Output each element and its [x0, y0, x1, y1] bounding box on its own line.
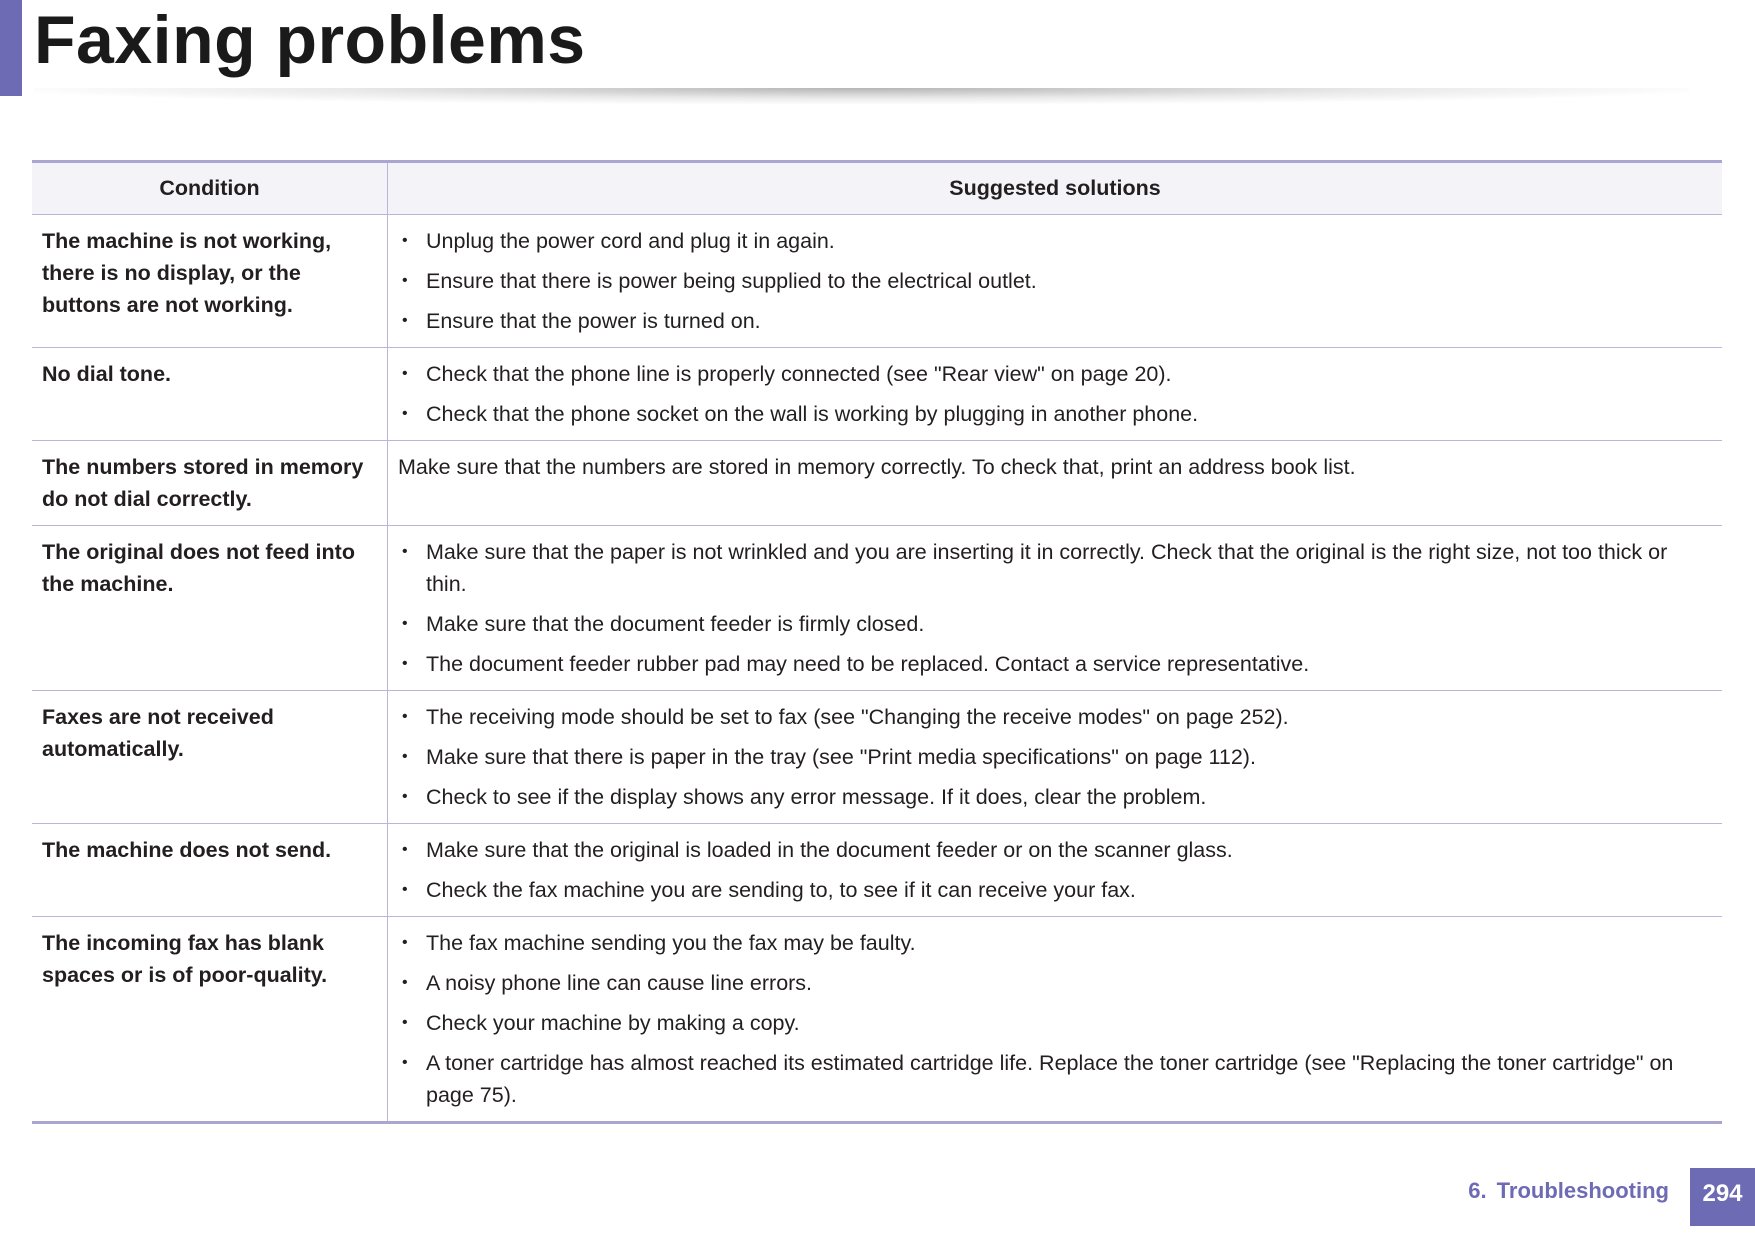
- title-divider: [34, 88, 1689, 104]
- solution-item: • Ensure that the power is turned on.: [398, 305, 1712, 337]
- table-row: [32, 824, 1722, 917]
- troubleshooting-table-container: [32, 160, 1722, 1124]
- table-row: [32, 441, 1722, 526]
- condition-cell: The machine is not working, there is no display, or the buttons are not working.: [32, 215, 388, 348]
- solution-item: • The fax machine sending you the fax may be faulty.: [398, 927, 1712, 959]
- solutions-list: [398, 358, 1712, 430]
- condition-cell: The machine does not send.: [32, 824, 388, 917]
- condition-cell: The incoming fax has blank spaces or is of poor-quality.: [32, 917, 388, 1123]
- solution-item: • Check that the phone line is properly connected (see "Rear view" on page 20).: [398, 358, 1712, 390]
- table-row: [32, 215, 1722, 348]
- solutions-list: [398, 927, 1712, 1111]
- table-row: [32, 526, 1722, 691]
- solutions-cell: [388, 526, 1723, 691]
- condition-cell: The original does not feed into the machine.: [32, 526, 388, 691]
- footer-chapter-label: 6. Troubleshooting: [1468, 1178, 1669, 1203]
- solution-item: • Ensure that there is power being supplied to the electrical outlet.: [398, 265, 1712, 297]
- condition-cell: No dial tone.: [32, 348, 388, 441]
- solution-text: Make sure that the numbers are stored in memory correctly. To check that, print an address book list.: [398, 455, 1356, 479]
- solutions-cell: [388, 348, 1723, 441]
- page-number-badge: 294: [1690, 1168, 1755, 1226]
- condition-column-header: Condition: [32, 162, 388, 215]
- table-row: [32, 348, 1722, 441]
- troubleshooting-table: [32, 160, 1722, 1124]
- solutions-list: [398, 225, 1712, 337]
- solutions-list: [398, 701, 1712, 813]
- solution-item: • A toner cartridge has almost reached its estimated cartridge life. Replace the toner cartridge (see "Replacing the toner cartridge" on page 75).: [398, 1047, 1712, 1111]
- solutions-cell: [388, 215, 1723, 348]
- solution-item: • Check to see if the display shows any error message. If it does, clear the problem.: [398, 781, 1712, 813]
- table-header-row: [32, 162, 1722, 215]
- solution-item: • Make sure that the original is loaded in the document feeder or on the scanner glass.: [398, 834, 1712, 866]
- solution-item: • A noisy phone line can cause line errors.: [398, 967, 1712, 999]
- solution-item: • Check the fax machine you are sending to, to see if it can receive your fax.: [398, 874, 1712, 906]
- solutions-cell: [388, 691, 1723, 824]
- solutions-list: [398, 834, 1712, 906]
- solution-item: • Make sure that the document feeder is firmly closed.: [398, 608, 1712, 640]
- solutions-cell: [388, 441, 1723, 526]
- solutions-cell: [388, 917, 1723, 1123]
- table-row: [32, 917, 1722, 1123]
- condition-cell: The numbers stored in memory do not dial correctly.: [32, 441, 388, 526]
- solution-item: • Check that the phone socket on the wall is working by plugging in another phone.: [398, 398, 1712, 430]
- condition-cell: Faxes are not received automatically.: [32, 691, 388, 824]
- solution-item: • Check your machine by making a copy.: [398, 1007, 1712, 1039]
- solution-item: • The document feeder rubber pad may need to be replaced. Contact a service representative.: [398, 648, 1712, 680]
- table-row: [32, 691, 1722, 824]
- solution-item: • Unplug the power cord and plug it in again.: [398, 225, 1712, 257]
- solution-item: • The receiving mode should be set to fax (see "Changing the receive modes" on page 252).: [398, 701, 1712, 733]
- solutions-list: [398, 536, 1712, 680]
- title-accent-bar: [0, 0, 22, 96]
- solution-item: • Make sure that there is paper in the tray (see "Print media specifications" on page 112).: [398, 741, 1712, 773]
- solutions-column-header: Suggested solutions: [388, 162, 1723, 215]
- solutions-cell: [388, 824, 1723, 917]
- page-title: Faxing problems: [34, 2, 586, 78]
- solution-item: • Make sure that the paper is not wrinkled and you are inserting it in correctly. Check that the original is the right size, not too thick or thin.: [398, 536, 1712, 600]
